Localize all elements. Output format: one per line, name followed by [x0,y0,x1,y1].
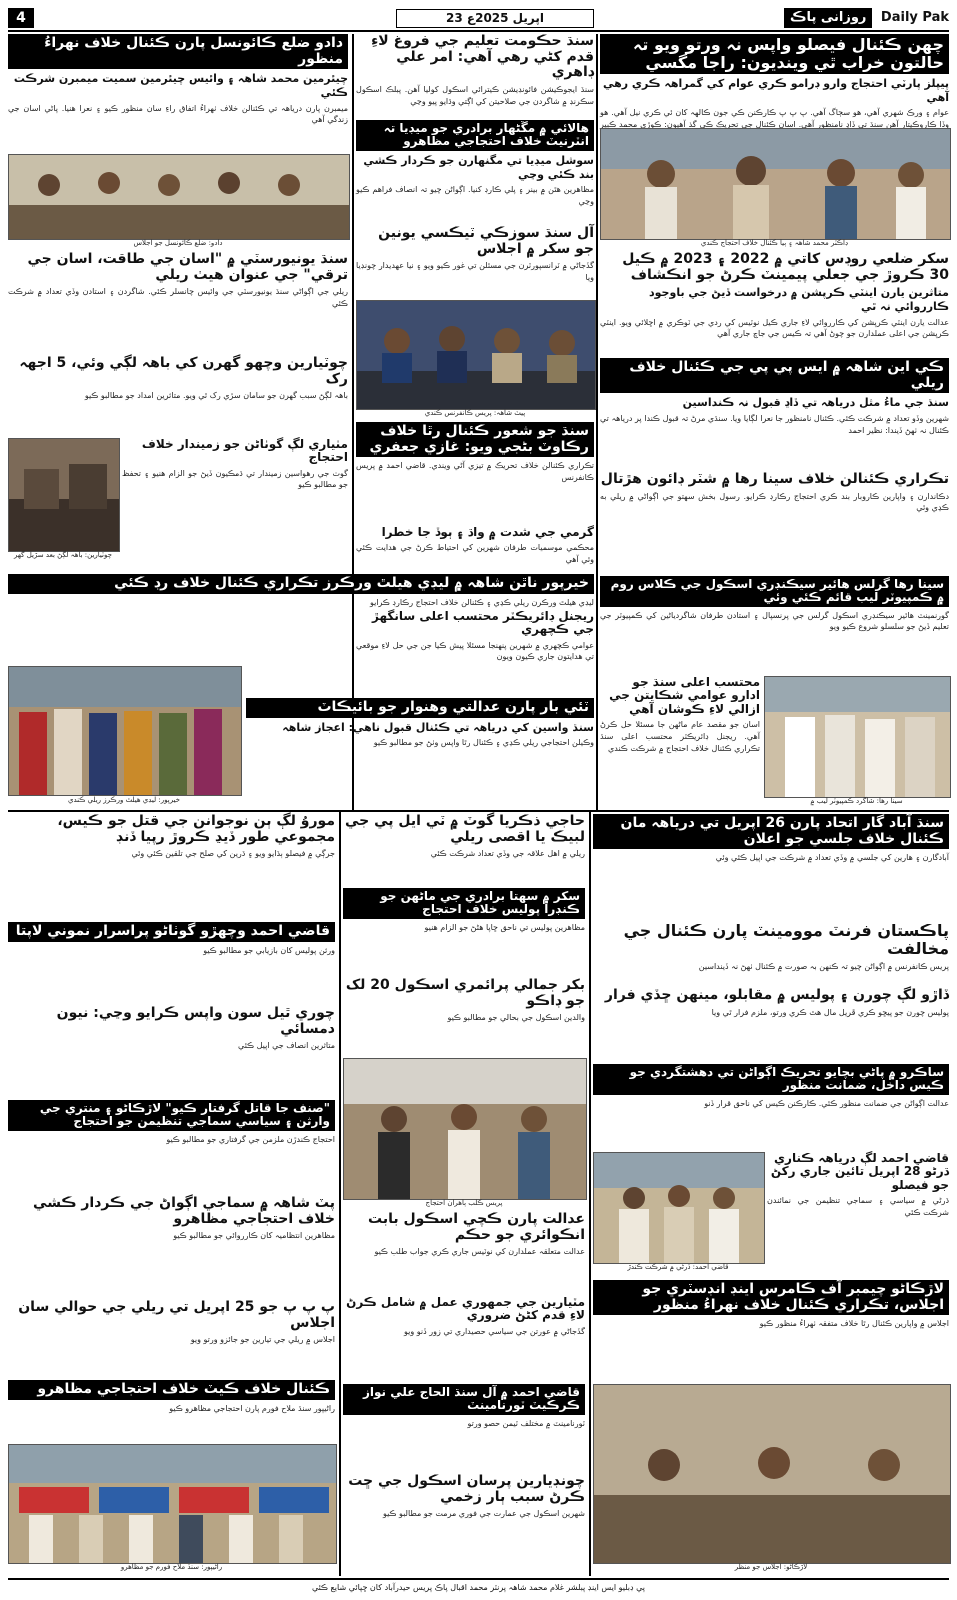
headline: سينا رھا گرلس هائير سيڪنڊري اسڪول جي ڪلاس روم ۾ ڪمپيوٽر ليب قائم ڪئي وئي [600,576,949,607]
story-c4 [356,422,594,522]
headline: خيرپور ناٿن شاهہ ۾ ليڊي هيلٿ ورڪرز تڪراري ڪئنال خلاف رڊ ڪئي [8,574,594,594]
photo-chamber-meeting [593,1384,951,1564]
headline: ھالائي ۾ مڱڻھار برادري جو ميڊيا تہ انٽرنيٽ خلاف احتجاجي مظاهرو [356,120,594,151]
headline: ڪئنال خلاف ڪيٽ خلاف احتجاجي مظاهرو [8,1380,335,1400]
column-rule [589,812,591,1576]
headline: سکر ۾ سھتا برادري جي ماڻهن جو ڪنڊرا پوليس خلاف احتجاج [343,888,585,919]
photo-district-council [8,154,350,240]
masthead [8,8,949,32]
headline: محتسب اعلى سنڌ جو ادارو عوامي شڪايتن جي ازالي لاءِ ڪوشان آهي [609,675,760,716]
headline: موروُ لڳ ٻن نوجوانن جي قتل جو ڪيس، مجموعي طور ڏيڍ ڪروڙ رپيا ڏنڊ [57,813,335,845]
photo-fishermen-protest [8,1444,337,1564]
photo-caption: لاڙڪاڻو: اجلاس جو منظر [734,1563,808,1571]
story-body: مظاهرين هٿن ۾ بينر ۽ پلي ڪارڊ کنيا. اڳواڻن چيو تہ انصاف فراهم ڪيو وڃي [356,185,594,206]
story-body: پوليس چورن جو پيڇو ڪري ڦريل مال هٿ ڪري ورتو، ملزم فرار ٿي ويا [711,1007,949,1017]
story-b4 [593,1064,949,1148]
headline: پٽ شاهہ ۾ سماجي اڳواڻ جي ڪردار ڪشي خلاف احتجاجي مظاهرو [33,1195,335,1227]
headline: ڏاڙو لڳ چورن ۽ پوليس ۾ مقابلو، مينهن ڇڏي فرار [604,987,949,1003]
headline: چوٽيارين وچھو گهرن کي باهہ لڳي وئي، 5 اجهہ رک [19,355,348,387]
story-body: اسان جو مقصد عام ماڻهن جا مسئلا حل ڪرڻ آهي. ريجنل ڊائريڪٽر محتسب اعلى سنڌ تڪراري ڪئنال خلاف احتجاج ۾ شرڪت ڪندي [600,720,760,753]
photo-lhw-rally [8,666,242,796]
story-r4 [600,472,949,572]
photo-caption: پيٽ شاهہ: پريس ڪانفرنس ڪندي [424,409,526,417]
photo-press-conference [356,300,596,410]
story-body: گورنمينٽ هائير سيڪنڊري اسڪول گرلس جي پرنسپال ۽ استادن طرفان شاگردياڻين کي ڪمپيوٽر جي تعليم ڏيڻ جو سلسلو شروع ڪيو ويو [600,610,949,632]
story-f2 [8,922,335,1002]
brand-latin: Daily Pak [880,10,949,25]
story-body: راڻيپور سنڌ ملاح فورم پارن احتجاجي مظاهرو ڪيو [169,1403,335,1413]
story-body: ليڊي هيلٿ ورڪرن ريلي ڪڍي ۽ ڪئنالن خلاف احتجاج رڪارڊ ڪرايو [369,597,594,607]
story-body: گڏجاڻي ۾ ٽرانسپورٽرن جي مسئلن تي غور ڪيو ويو ۽ نيا عهديدار چونڊيا ويا [356,261,594,282]
photo-caption: راڻيپور: سنڌ ملاح فورم جو مظاهرو [120,1563,223,1571]
story-l4 [122,438,348,570]
story-body: ميمبرن پارن درياهہ تي ڪئنالن خلاف ٺهراءُ اتفاق راءِ سان منظور ڪيو ۽ نعرا هنيا. پاڻي اسان جي زندگي آهي [8,103,348,125]
headline: قاضي احمد لڳ درياهہ ڪناري ڌرڻو 28 اپريل تائين جاري رکڻ جو فيصلو [770,1151,949,1192]
issue-date: 23 اپریل 2025ع [396,9,594,28]
story-c3 [356,226,594,298]
story-f1 [8,814,335,918]
photo-press-club [343,1058,587,1200]
story-r1 [600,34,949,129]
headline: "صنف جا قاتل گرفتار ڪيو" لاڙڪاڻو ۽ منتري جي وارثن ۽ سياسي سماجي تنظيمن جو احتجاج [8,1100,335,1131]
story-body: اجلاس ۾ ريلي جي تيارين جو جائزو ورتو ويو [190,1335,335,1345]
story-f7 [8,1380,335,1440]
photo-caption: خيرپور: ليڊي هيلٿ ورڪرز ريلي ڪندي [67,796,181,804]
fold-rule [8,810,949,812]
story-l5 [8,574,594,662]
headline: ڪي اين شاهہ ۾ ايس پي پي جي ڪئنال خلاف ريلي [600,358,949,393]
subheadline: سنڌ جي ماءُ مثل درياهہ تي ڏاڍ قبول نہ ڪنداسين [682,396,949,410]
story-m7 [343,1474,585,1574]
story-body: ورثن پوليس کان بازيابي جو مطالبو ڪيو [203,945,335,955]
story-m3 [343,978,585,1054]
headline: چوري ٿيل سون واپس ڪرايو وڃي: نيون دمسائي [56,1005,335,1037]
story-r2 [600,252,949,354]
story-body: عدالت يارن اينٽي ڪرپشن کي ڪارروائي لاءِ جاري ڪيل نوٽيس کي ردي جي ٽوڪري ۾ اڇلائي ويو. اينٽي ڪرپشن جي اعلى عملدارن جو چوڻ آهي تہ ڪيس جي جاچ جاري آهي [600,317,949,339]
photo-caption: پريس ڪلب ٻاهران احتجاج [425,1199,503,1207]
headline: بکر جمالي پرائمري اسڪول 20 لک جو ڊاڪو [345,977,585,1009]
story-body: شهرين وڏو تعداد ۾ شرڪت ڪئي. ڪئنال نامنظور جا نعرا لڳايا ويا. سنڌي مرڻ تہ قبول ڪندا پر درياهہ تي ڪئنال نہ ٺهڻ ڏيندا: نظير احمد [600,414,949,435]
story-c2 [356,120,594,224]
story-l1 [8,34,348,152]
story-body: گوٺ جي رهواسين زميندار تي ڌمڪيون ڏيڻ جو الزام هنيو ۽ تحفظ جو مطالبو ڪيو [122,468,348,490]
headline: قاضي احمد ۾ آل سنڌ الحاج علي نواز ڪرڪيٽ ٽورنامينٽ [343,1384,585,1415]
headline: تڪراري ڪئنالن خلاف سينا رھا ۾ شٽر ڊائون هڙتال [600,471,949,487]
headline: دادو ضلع ڪائونسل پارن ڪئنال خلاف نهراءُ منظور [8,34,348,69]
story-body: دڪاندارن ۽ واپارين ڪاروبار بند ڪري احتجاج رڪارڊ ڪرايو. رسول بخش سھتو جي اڳواڻي ۾ ريلي به ڪڍي وئي [600,491,949,513]
subheadline: سوشل ميڊيا تي مگنھارن جو ڪردار ڪشي بند ڪئي وڃي [363,153,594,181]
story-body: پريس ڪانفرنس ۾ اڳواڻن چيو تہ ڪنهن بہ صورت ۾ ڪئنال ٺهڻ نہ ڏينداسين [698,961,949,971]
story-f6 [8,1300,335,1376]
photo-sit-in [593,1152,765,1264]
headline: سنڌ جو شعور ڪئنال رٿا خلاف رڪاوٽ بڻجي ويو: غازي جعفري [356,422,594,457]
headline: ساڪرو ۾ پاڻي بچايو تحريڪ اڳواڻن تي دهشتگردي جو ڪيس داخل، ضمانت منظور [593,1064,949,1095]
story-m6 [343,1384,585,1470]
story-l3 [8,356,348,436]
story-f4 [8,1100,335,1192]
story-body: وڪيلن احتجاجي ريلي ڪڍي ۽ ڪئنال رٿا واپس وٺڻ جو مطالبو ڪيو [373,738,594,748]
photo-caption: قاضي احمد: ڌرڻي ۾ شرڪت ڪندڙ [627,1263,729,1271]
story-m4 [343,1212,585,1292]
story-body: آبادگارن ۽ هارين کي جلسي ۾ وڏي تعداد ۾ شرڪت جي اپيل ڪئي وئي [715,853,949,863]
story-body: جرڳي ۾ فيصلو ٻڌايو ويو ۽ ڌرين کي صلح جي تلقين ڪئي وئي [131,849,335,859]
imprint-line: پي ڊبليو ايس اينڊ پبلشر غلام محمد شاهہ پرنٽر محمد اقبال پاڪ پريس حيدرآباد کان ڇپائي شايع ڪئي [8,1578,949,1596]
column-rule [352,34,354,810]
story-body: ٽورنامينٽ ۾ مختلف ٽيمن حصو ورتو [467,1418,585,1428]
photo-computer-lab [764,676,951,798]
story-body: والدين اسڪول جي بحالي جو مطالبو ڪيو [447,1013,585,1023]
story-r6 [600,676,760,808]
story-body: عدالت متعلقہ عملدارن کي نوٽيس جاري ڪري جواب طلب ڪيو [374,1247,585,1257]
page-number: 4 [8,8,34,28]
subheadline: سنڌ واسين کي درياهہ تي ڪئنال قبول ناهي: اعجاز شاهہ [282,720,594,734]
story-body: اجلاس ۾ واپارين ڪئنال رٿا خلاف متفقہ ٺهراءُ منظور ڪيو [759,1319,949,1329]
story-body: عوامي ڪچهري ۾ شهرين پنهنجا مسئلا پيش ڪيا جن جي حل لاءِ موقعي تي هدايتون جاري ڪيون ويون [356,640,594,662]
story-body: ڌرڻي ۾ سياسي ۽ سماجي تنظيمن جي نمائندن شرڪت ڪئي [767,1196,949,1217]
brand-urdu: روزانی پاڪ [784,8,872,28]
headline: مٽيارين جي جمهوري عمل ۾ شامل ڪرڻ لاءِ قدم کڻڻ ضروري [346,1295,585,1323]
column-rule [339,812,341,1576]
photo-caption: دادو: ضلع ڪائونسل جو اجلاس [133,239,223,247]
story-b5 [767,1152,949,1276]
story-c1 [356,34,594,118]
subheadline: پيپلز پارٽي احتجاج وارو ڊرامو ڪري عوام کي گمراهہ ڪري رهي آهي [602,76,949,104]
story-body: سنڌ ايجوڪيشن فائونڊيشن ڪيترائي اسڪول کوليا آهن. پبلڪ اسڪول سڪرنڊ ۾ شاگردن جي صلاحيتن کي اڳتي وڌايو پيو وڃي [356,85,594,106]
story-body: باهہ لڳڻ سبب گهرن جو سامان سڙي رک ٿي ويو. متاثرين امداد جو مطالبو ڪيو [84,391,348,401]
headline: قاضي احمد وچھڙو گوٺاڻو پراسرار نموني لاپتا [8,922,335,942]
brand [784,8,949,28]
story-body: عدالت اڳواڻن جي ضمانت منظور ڪئي. ڪارڪنن ڪيس کي ناحق قرار ڏنو [704,1098,949,1108]
headline: پاڪستان فرنٽ موومينٽ پارن ڪئنال جي مخالفت [623,921,949,958]
story-body: شهرين اسڪول جي عمارت جي فوري مرمت جو مطالبو ڪيو [382,1509,585,1519]
photo-caption: چوٽيارين: باهہ لڳڻ بعد سڙيل گهر [14,551,112,559]
headline: چھن ڪئنال فيصلو واپس نہ ورتو ويو تہ حالتون خراب ٿي وينديون: راجا مگسي [600,34,949,74]
story-body: تڪراري ڪئنالن خلاف تحريڪ ۾ تيزي آڻي ويندي. قاضي احمد ۾ پريس ڪانفرنس [356,461,594,482]
photo-fire-damage [8,438,120,552]
story-body: مظاهرين پوليس تي ناحق ڇاپا هڻڻ جو الزام هنيو [424,922,585,932]
photo-caption: سينا رھا: شاگرد ڪمپيوٽر ليب ۾ [810,797,903,805]
headline: مٺياري لڳ گوٺاڻن جو زميندار خلاف احتجاج [141,437,348,465]
story-l2 [8,252,348,352]
story-body: عوام ۽ ورڪ شهري آهي، هو سڄاگ آهي. پ پ پ ڪارڪنن ڪي جون ڪالهہ کان ئي ڪري نيل آهي. هو وڏا ڪاروڪيتار آهن سنڌ تي ڏاڍ نامنظور آهي. اسان ڪئنال جي تحريڪ ڪي گذ آهيون: ڪوڙي محمد ڪبير [600,108,949,129]
story-b1 [593,814,949,918]
story-r3 [600,358,949,468]
story-c7 [246,698,594,808]
subheadline: چيئرمين محمد شاهہ ۽ وائيس چيئرمين سميت ميمبرن شرڪت ڪئي [13,72,348,100]
story-body: ريلي ۾ اهل علاقہ جي وڏي تعداد شرڪت ڪئي [430,849,585,859]
story-body: متاثرين انصاف جي اپيل ڪئي [238,1041,335,1051]
headline: سکر ضلعي روڊس کاتي ۾ 2022 ۽ 2023 ۾ ڪيل 30 ڪروڙ جي جعلي پيمينٽ ڪرڻ جو انڪشاف [622,251,949,283]
story-f3 [8,1006,335,1096]
headline: ريجنل ڊائريڪٽر محتسب اعلى سانگھڙ جي ڪچهري [372,609,594,637]
headline: ٽئي بار پارن عدالتي وهنوار جو بائيڪاٽ [246,698,594,718]
headline: سنڌ آباد گار اتحاد پارن 26 اپريل تي درياهہ مان ڪئنال خلاف جلسي جو اعلان [593,814,949,849]
headline: سنڌ يونيورسٽي ۾ "اسان جي طاقت، اسان جي ترقي" جي عنوان هيٺ ريلي [27,251,348,283]
story-body: ريلي جي اڳواڻي سنڌ يونيورسٽي جي وائيس چانسلر ڪئي. شاگردن ۽ استادن وڏي تعداد ۾ شرڪت ڪئي [8,287,348,308]
story-body: احتجاج ڪندڙن ملزمن جي گرفتاري جو مطالبو ڪيو [166,1134,335,1144]
headline: آل سنڌ سوزڪي ٽيڪسي يونين جو سکر ۾ اجلاس [378,225,594,257]
photo-caption: ڊاڪٽر محمد شاهہ ۽ ٻيا ڪئنال خلاف احتجاج ڪندي [700,239,849,247]
subheadline: متاثرين يارن اينٽي ڪرپشن ۾ درخواست ڏيڻ جي باوجود ڪارروائي نہ ٿي [649,286,949,314]
headline: گرمي جي شدت ۾ واڌ ۽ ٻوڏ جا خطرا [381,525,594,539]
story-r5 [600,576,949,672]
headline: چونڊيارين پرسان اسڪول جي ڇت ڪرڻ سبب ٻار زخمي [348,1473,585,1505]
headline: سنڌ حڪومت تعليم جي فروغ لاءِ قدم کڻي رهي آهي: امر علي ڊاهري [371,33,594,81]
story-body: مظاهرين انتظاميہ کان ڪارروائي جو مطالبو ڪيو [173,1231,335,1241]
column-rule [596,34,598,810]
story-f5 [8,1196,335,1296]
headline: لاڙڪاڻو چيمبر آف ڪامرس اينڊ انڊسٽري جو اجلاس، تڪراري ڪئنال خلاف نهراءُ منظور [593,1280,949,1315]
story-b3 [593,988,949,1060]
story-b2 [593,922,949,984]
photo-protest [600,128,951,240]
story-b6 [593,1280,949,1380]
story-m1 [343,814,585,884]
story-m5 [343,1296,585,1380]
story-body: محڪمي موسميات طرفان شهرين کي احتياط ڪرڻ جي هدايت ڪئي وئي آهي [356,543,594,565]
headline: پ پ پ جو 25 اپريل تي ريلي جي حوالي سان اجلاس [18,1299,335,1331]
story-m2 [343,888,585,974]
headline: حاجي ذڪريا گوٽ ۾ ٽي ايل پي جي لبيڪ يا اقصى ريلي [345,813,585,845]
story-body: گڏجاڻي ۾ عورتن جي سياسي حصيداري تي زور ڏنو ويو [404,1326,585,1336]
headline: عدالت پارن ڪچي اسڪول بابت انڪوائري جو حڪم [368,1211,585,1243]
